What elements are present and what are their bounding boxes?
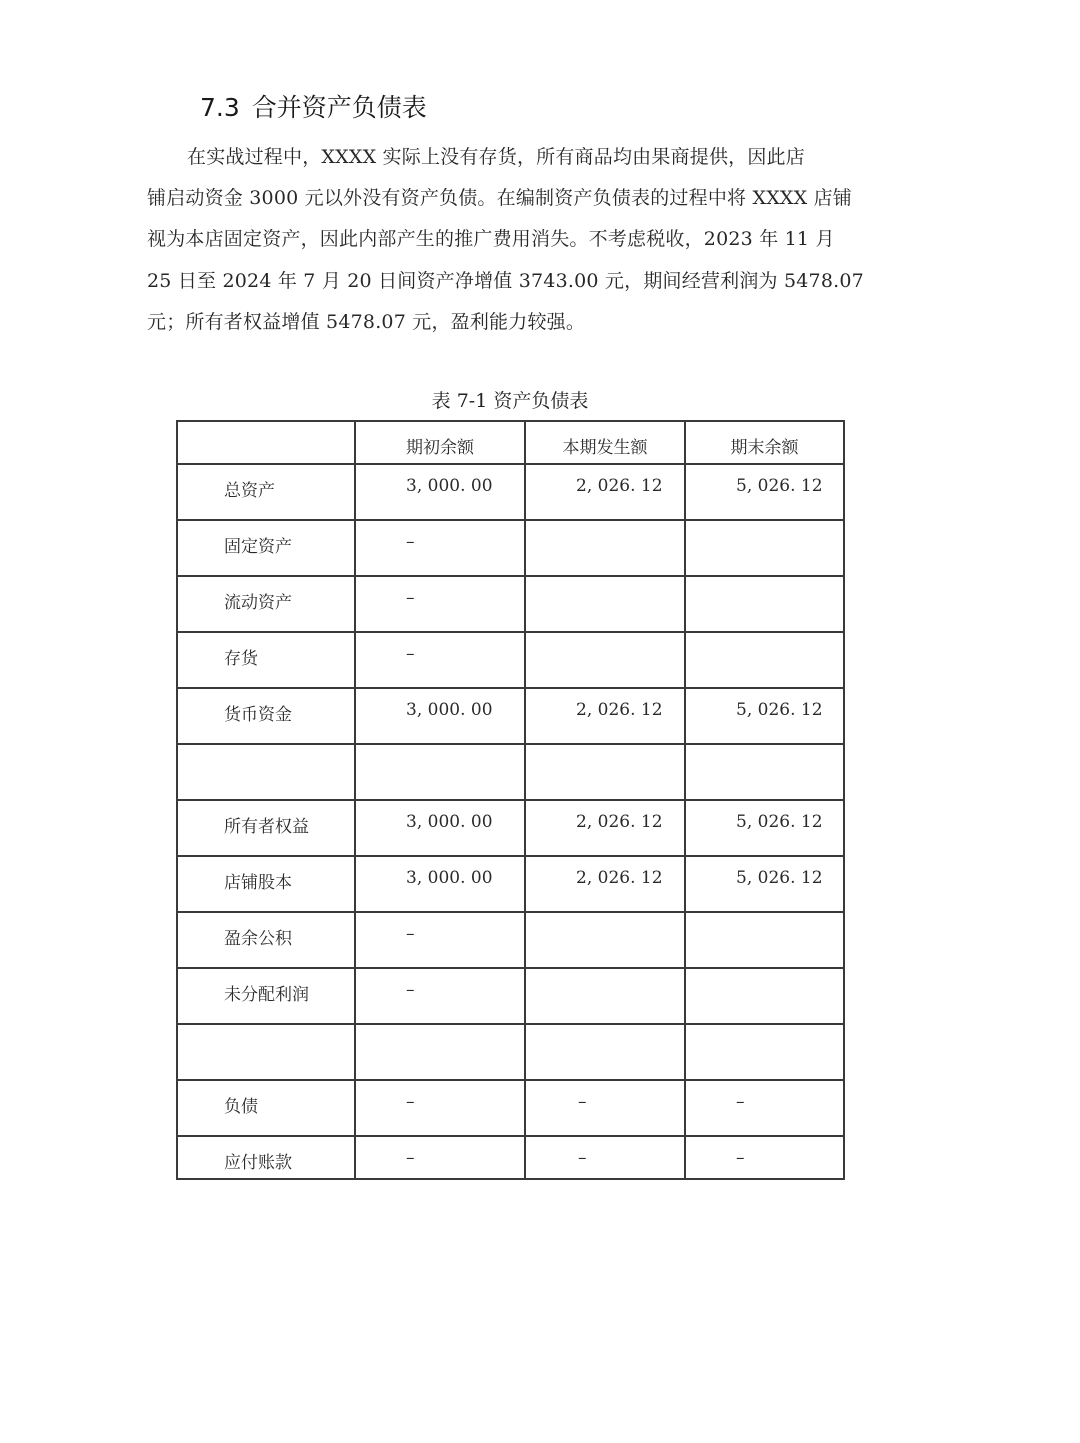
period-change-cell bbox=[525, 632, 685, 688]
table-row bbox=[177, 744, 844, 800]
table-row bbox=[177, 1080, 844, 1136]
period-change-cell bbox=[525, 744, 685, 800]
period-change-cell bbox=[525, 968, 685, 1024]
table-row bbox=[177, 1024, 844, 1080]
table-row bbox=[177, 520, 844, 576]
header-cell-opening-balance: 期初余额 bbox=[355, 421, 525, 464]
table-header-row bbox=[177, 421, 844, 464]
table-row bbox=[177, 968, 844, 1024]
closing-balance-cell: 5, 026. 12 bbox=[685, 856, 844, 912]
section-number: 7.3 bbox=[200, 93, 240, 122]
opening-balance-cell: – bbox=[355, 968, 525, 1024]
table-caption: 表 7-1 资产负债表 bbox=[431, 390, 589, 412]
table-row bbox=[177, 688, 844, 744]
row-label-cell: 流动资产 bbox=[177, 576, 355, 632]
closing-balance-cell bbox=[685, 1024, 844, 1080]
period-change-cell: 2, 026. 12 bbox=[525, 464, 685, 520]
paragraph-line: 25 日至 2024 年 7 月 20 日间资产净增值 3743.00 元，期间经营利润为 5478.07 bbox=[147, 269, 864, 292]
row-label-cell: 未分配利润 bbox=[177, 968, 355, 1024]
row-label-cell: 盈余公积 bbox=[177, 912, 355, 968]
row-label-cell bbox=[177, 1024, 355, 1080]
row-label-cell: 所有者权益 bbox=[177, 800, 355, 856]
opening-balance-cell: 3, 000. 00 bbox=[355, 688, 525, 744]
row-label-cell: 货币资金 bbox=[177, 688, 355, 744]
closing-balance-cell bbox=[685, 576, 844, 632]
closing-balance-cell: 5, 026. 12 bbox=[685, 688, 844, 744]
period-change-cell: – bbox=[525, 1136, 685, 1179]
paragraph-line: 铺启动资金 3000 元以外没有资产负债。在编制资产负债表的过程中将 XXXX 店铺 bbox=[147, 187, 853, 210]
header-cell-blank bbox=[177, 421, 355, 464]
closing-balance-cell bbox=[685, 744, 844, 800]
opening-balance-cell: 3, 000. 00 bbox=[355, 800, 525, 856]
header-cell-closing-balance: 期末余额 bbox=[685, 421, 844, 464]
table-row bbox=[177, 464, 844, 520]
row-label-cell: 店铺股本 bbox=[177, 856, 355, 912]
row-label-cell: 应付账款 bbox=[177, 1136, 355, 1179]
period-change-cell bbox=[525, 576, 685, 632]
period-change-cell bbox=[525, 1024, 685, 1080]
opening-balance-cell: – bbox=[355, 520, 525, 576]
table-row bbox=[177, 576, 844, 632]
paragraph-line: 在实战过程中，XXXX 实际上没有存货，所有商品均由果商提供，因此店 bbox=[187, 146, 805, 168]
opening-balance-cell bbox=[355, 744, 525, 800]
opening-balance-cell: – bbox=[355, 912, 525, 968]
closing-balance-cell bbox=[685, 632, 844, 688]
opening-balance-cell bbox=[355, 1024, 525, 1080]
row-label-cell: 存货 bbox=[177, 632, 355, 688]
section-title: 合并资产负债表 bbox=[251, 93, 427, 122]
period-change-cell: 2, 026. 12 bbox=[525, 856, 685, 912]
closing-balance-cell: 5, 026. 12 bbox=[685, 464, 844, 520]
table-row bbox=[177, 1136, 844, 1179]
row-label-cell bbox=[177, 744, 355, 800]
closing-balance-cell bbox=[685, 520, 844, 576]
balance-sheet-table bbox=[176, 420, 845, 1180]
table-row bbox=[177, 912, 844, 968]
paragraph-line: 元；所有者权益增值 5478.07 元，盈利能力较强。 bbox=[147, 310, 586, 333]
table-row bbox=[177, 800, 844, 856]
header-cell-period-change: 本期发生额 bbox=[525, 421, 685, 464]
closing-balance-cell: – bbox=[685, 1080, 844, 1136]
closing-balance-cell: – bbox=[685, 1136, 844, 1179]
period-change-cell: – bbox=[525, 1080, 685, 1136]
body-paragraph bbox=[147, 137, 877, 343]
closing-balance-cell bbox=[685, 912, 844, 968]
closing-balance-cell: 5, 026. 12 bbox=[685, 800, 844, 856]
row-label-cell: 固定资产 bbox=[177, 520, 355, 576]
section-heading bbox=[200, 88, 427, 124]
opening-balance-cell: – bbox=[355, 576, 525, 632]
opening-balance-cell: – bbox=[355, 632, 525, 688]
opening-balance-cell: – bbox=[355, 1080, 525, 1136]
opening-balance-cell: 3, 000. 00 bbox=[355, 856, 525, 912]
closing-balance-cell bbox=[685, 968, 844, 1024]
period-change-cell bbox=[525, 520, 685, 576]
paragraph-line: 视为本店固定资产，因此内部产生的推广费用消失。不考虑税收，2023 年 11 月 bbox=[147, 228, 835, 251]
table-row bbox=[177, 632, 844, 688]
opening-balance-cell: 3, 000. 00 bbox=[355, 464, 525, 520]
row-label-cell: 总资产 bbox=[177, 464, 355, 520]
table-row bbox=[177, 856, 844, 912]
period-change-cell: 2, 026. 12 bbox=[525, 800, 685, 856]
row-label-cell: 负债 bbox=[177, 1080, 355, 1136]
period-change-cell: 2, 026. 12 bbox=[525, 688, 685, 744]
opening-balance-cell: – bbox=[355, 1136, 525, 1179]
period-change-cell bbox=[525, 912, 685, 968]
